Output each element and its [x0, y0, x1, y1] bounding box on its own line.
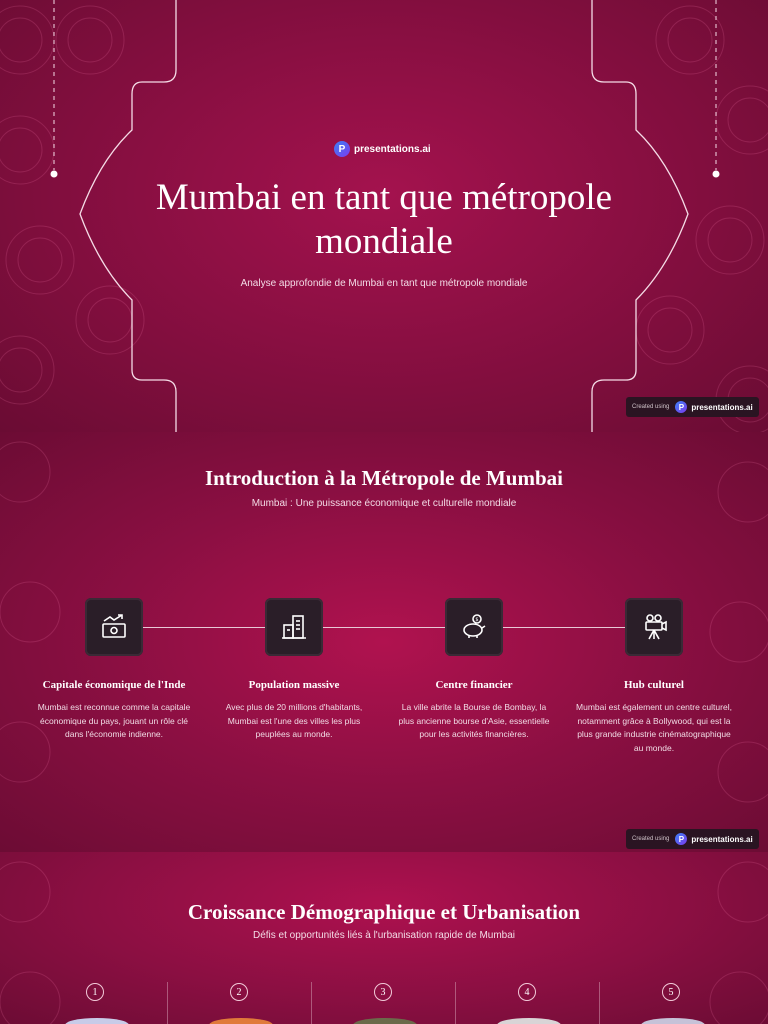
feature-title: Capitale économique de l'Inde [42, 679, 186, 691]
section-title: Introduction à la Métropole de Mumbai [205, 466, 563, 490]
piggy-bank-icon [460, 613, 488, 641]
feature-title: Centre financier [435, 679, 513, 691]
growth-slide [0, 852, 768, 1024]
divider [599, 982, 600, 1024]
feature-icon-box [625, 598, 683, 656]
presentations-logo-icon: P [675, 833, 687, 845]
page-title: Mumbai en tant que métropole mondiale [155, 177, 613, 262]
brand-logo [334, 141, 431, 157]
page-subtitle: Analyse approfondie de Mumbai en tant que métropole mondiale [240, 278, 528, 289]
section-subtitle: Mumbai : Une puissance économique et culturelle mondiale [251, 498, 517, 509]
created-using-badge[interactable] [626, 829, 759, 849]
feature-title: Hub culturel [623, 679, 684, 691]
feature-text: Mumbai est reconnue comme la capitale économique du pays, jouant un rôle clé dans l'économie indienne. [37, 702, 191, 739]
step-number: 5 [662, 983, 680, 1001]
intro-slide [0, 432, 768, 852]
money-growth-icon [100, 613, 128, 641]
feature-text: Avec plus de 20 millions d'habitants, Mumbai est l'une des villes les plus peuplées au monde. [225, 702, 363, 739]
presentations-logo-icon: P [675, 401, 687, 413]
feature-title: Population massive [248, 679, 340, 691]
feature-text: La ville abrite la Bourse de Bombay, la plus ancienne bourse d'Asie, essentielle pour les activités financières. [398, 702, 550, 739]
badge-brand: presentations.ai [691, 402, 753, 412]
city-buildings-icon [280, 613, 308, 641]
created-label: Created using [632, 836, 670, 842]
badge-brand: presentations.ai [691, 834, 753, 844]
feature-icon-box [85, 598, 143, 656]
presentations-logo-icon: P [334, 141, 350, 157]
feature-text: Mumbai est également un centre culturel, notamment grâce à Bollywood, qui est la plus grande industrie cinématographique au monde. [576, 702, 732, 753]
section-subtitle: Défis et opportunités liés à l'urbanisation rapide de Mumbai [252, 930, 516, 941]
timeline-line [114, 627, 654, 628]
title-slide [0, 0, 768, 432]
step-number: 3 [374, 983, 392, 1001]
brand-name: presentations.ai [354, 143, 431, 155]
feature-icon-box [265, 598, 323, 656]
step-number: 2 [230, 983, 248, 1001]
divider [455, 982, 456, 1024]
created-label: Created using [632, 404, 670, 410]
divider [311, 982, 312, 1024]
feature-icon-box [445, 598, 503, 656]
step-number: 1 [86, 983, 104, 1001]
created-using-badge[interactable] [626, 397, 759, 417]
divider [167, 982, 168, 1024]
film-camera-icon [640, 613, 668, 641]
step-number: 4 [518, 983, 536, 1001]
svg-text:$: $ [475, 617, 479, 623]
section-title: Croissance Démographique et Urbanisation [187, 900, 581, 924]
